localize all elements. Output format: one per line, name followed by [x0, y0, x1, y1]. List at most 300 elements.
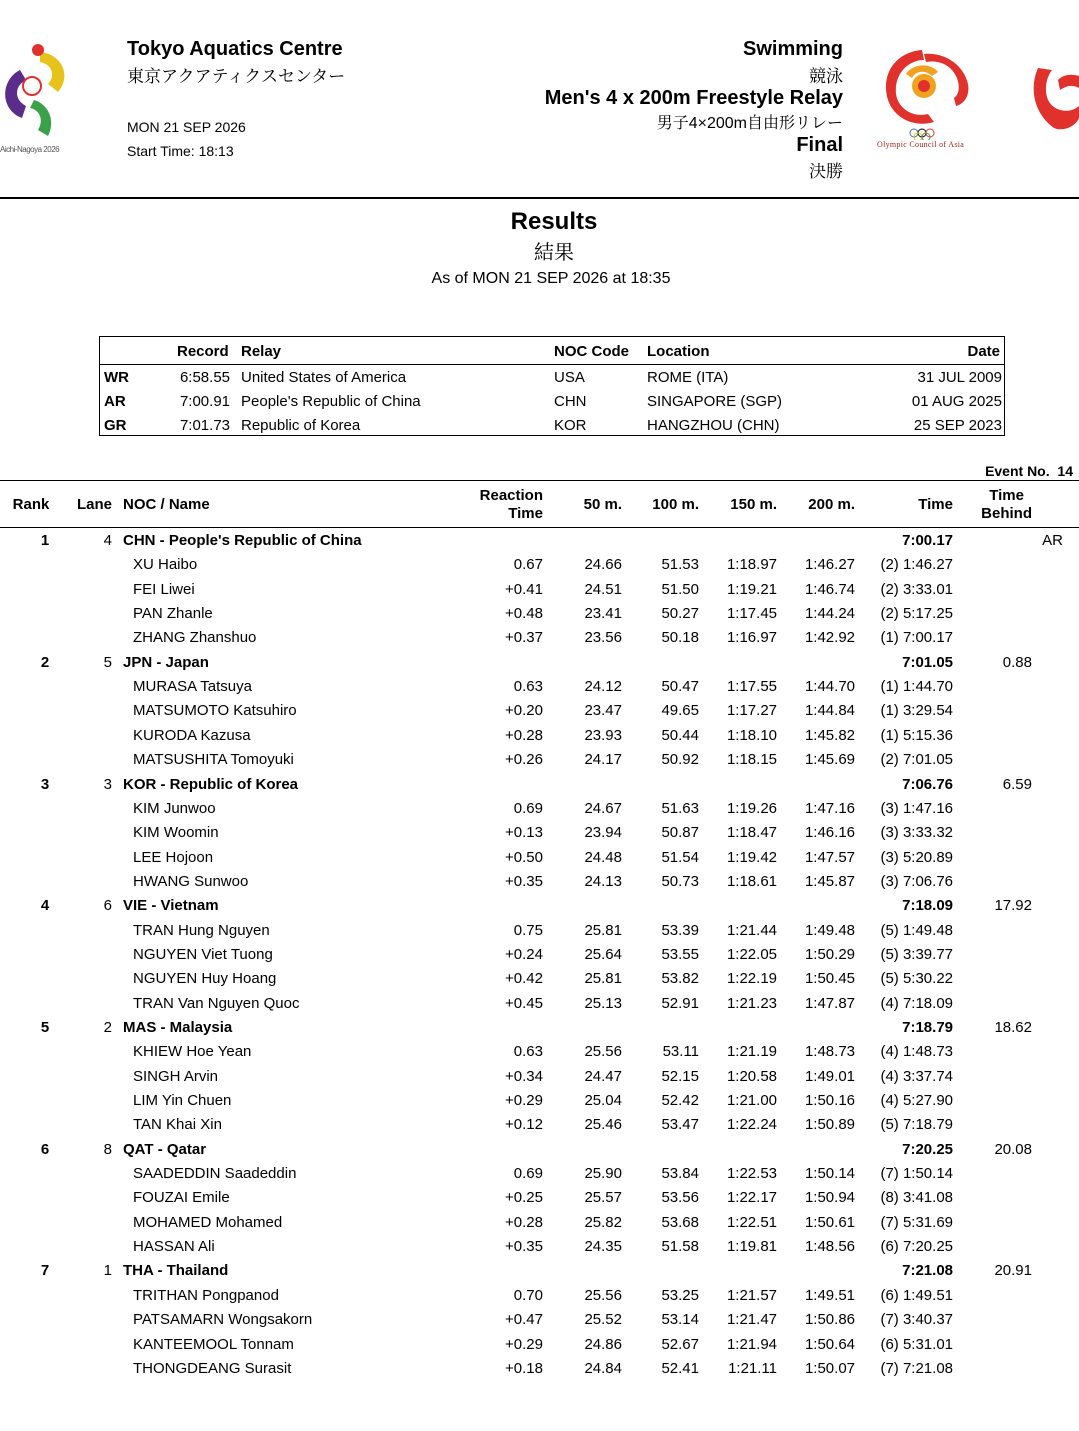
- athlete-reaction-time: +0.28: [505, 1214, 543, 1231]
- athlete-reaction-time: +0.24: [505, 946, 543, 963]
- athlete-split-200: 1:50.07: [804, 1360, 855, 1377]
- col-time-behind-line1: Time: [989, 487, 1024, 504]
- athlete-row: [0, 1287, 1079, 1311]
- athlete-split-200: 1:47.16: [804, 800, 855, 817]
- athlete-reaction-time: +0.29: [505, 1092, 543, 1109]
- athlete-cumulative-time: (7) 3:40.37: [880, 1311, 953, 1328]
- team-name: KOR - Republic of Korea: [123, 776, 299, 793]
- team-time: 7:18.79: [902, 1019, 953, 1036]
- team-time: 7:00.17: [902, 532, 953, 549]
- athlete-row: [0, 1165, 1079, 1189]
- col-time: Time: [918, 496, 953, 513]
- venue-name: Tokyo Aquatics Centre: [127, 38, 343, 60]
- athlete-row: [0, 581, 1079, 605]
- team-time: 7:20.25: [902, 1141, 953, 1158]
- athlete-split-100: 51.50: [661, 581, 699, 598]
- athlete-split-100: 53.47: [661, 1116, 699, 1133]
- athlete-reaction-time: +0.35: [505, 1238, 543, 1255]
- athlete-cumulative-time: (2) 3:33.01: [880, 581, 953, 598]
- athlete-reaction-time: +0.13: [505, 824, 543, 841]
- event-name: Men's 4 x 200m Freestyle Relay: [544, 87, 843, 109]
- athlete-split-100: 50.92: [661, 751, 699, 768]
- athlete-split-200: 1:44.84: [804, 702, 855, 719]
- athlete-split-200: 1:50.45: [804, 970, 855, 987]
- athlete-cumulative-time: (6) 5:31.01: [880, 1336, 953, 1353]
- phase-name: Final: [796, 134, 843, 156]
- athlete-split-100: 52.41: [661, 1360, 699, 1377]
- col-100m: 100 m.: [652, 496, 699, 513]
- athlete-cumulative-time: (3) 7:06.76: [880, 873, 953, 890]
- athlete-row: [0, 727, 1079, 751]
- athlete-split-100: 52.15: [661, 1068, 699, 1085]
- team-name: JPN - Japan: [123, 654, 209, 671]
- record-time: 7:01.73: [179, 417, 230, 434]
- records-header-location: Location: [647, 343, 710, 360]
- athlete-reaction-time: 0.75: [513, 922, 543, 939]
- athlete-split-200: 1:50.89: [804, 1116, 855, 1133]
- team-lane: 5: [103, 654, 112, 671]
- team-time-behind: 0.88: [1002, 654, 1032, 671]
- athlete-split-50: 24.48: [584, 849, 622, 866]
- athlete-split-100: 51.63: [661, 800, 699, 817]
- athlete-row: [0, 946, 1079, 970]
- team-row: [0, 1141, 1079, 1165]
- athlete-split-50: 23.47: [584, 702, 622, 719]
- athlete-name: XU Haibo: [133, 556, 198, 573]
- athlete-split-50: 25.46: [584, 1116, 622, 1133]
- athlete-split-150: 1:21.47: [726, 1311, 777, 1328]
- athlete-split-50: 25.81: [584, 922, 622, 939]
- athlete-cumulative-time: (4) 3:37.74: [880, 1068, 953, 1085]
- col-200m: 200 m.: [808, 496, 855, 513]
- athlete-split-150: 1:19.81: [726, 1238, 777, 1255]
- record-row: [100, 369, 1004, 393]
- athlete-row: [0, 1336, 1079, 1360]
- event-number-label: Event No.: [985, 463, 1050, 479]
- team-time: 7:06.76: [902, 776, 953, 793]
- col-time-behind: [981, 487, 1032, 523]
- team-record-badge: AR: [1042, 532, 1063, 549]
- athlete-name: HWANG Sunwoo: [133, 873, 249, 890]
- athlete-split-100: 52.42: [661, 1092, 699, 1109]
- phase-name-jp: 決勝: [809, 162, 843, 181]
- athlete-split-200: 1:47.87: [804, 995, 855, 1012]
- athlete-row: [0, 1311, 1079, 1335]
- record-location: SINGAPORE (SGP): [647, 393, 783, 410]
- athlete-split-50: 24.84: [584, 1360, 622, 1377]
- athlete-split-200: 1:50.29: [804, 946, 855, 963]
- athlete-split-150: 1:18.47: [726, 824, 777, 841]
- athlete-split-50: 25.57: [584, 1189, 622, 1206]
- athlete-reaction-time: +0.50: [505, 849, 543, 866]
- team-row: [0, 532, 1079, 556]
- athlete-split-150: 1:21.19: [726, 1043, 777, 1060]
- event-date: MON 21 SEP 2026: [127, 119, 246, 135]
- athlete-split-150: 1:22.05: [726, 946, 777, 963]
- athlete-name: SAADEDDIN Saadeddin: [133, 1165, 297, 1182]
- athlete-split-100: 50.27: [661, 605, 699, 622]
- record-relay: United States of America: [241, 369, 407, 386]
- team-lane: 4: [103, 532, 112, 549]
- team-lane: 3: [103, 776, 112, 793]
- athlete-reaction-time: 0.63: [513, 678, 543, 695]
- results-title: Results: [510, 208, 598, 235]
- record-row: [100, 417, 1004, 441]
- team-name: THA - Thailand: [123, 1262, 229, 1279]
- record-date: 31 JUL 2009: [917, 369, 1002, 386]
- athlete-cumulative-time: (6) 1:49.51: [880, 1287, 953, 1304]
- athlete-split-150: 1:21.00: [726, 1092, 777, 1109]
- team-time-behind: 6.59: [1002, 776, 1032, 793]
- athlete-split-150: 1:22.19: [726, 970, 777, 987]
- athlete-reaction-time: 0.69: [513, 1165, 543, 1182]
- records-header-date: Date: [967, 343, 1000, 360]
- athlete-reaction-time: 0.67: [513, 556, 543, 573]
- athlete-split-150: 1:22.24: [726, 1116, 777, 1133]
- athlete-name: LEE Hojoon: [133, 849, 214, 866]
- athlete-split-100: 53.82: [661, 970, 699, 987]
- athlete-cumulative-time: (3) 5:20.89: [880, 849, 953, 866]
- athlete-split-150: 1:22.51: [726, 1214, 777, 1231]
- athlete-row: [0, 1238, 1079, 1262]
- athlete-name: MOHAMED Mohamed: [133, 1214, 283, 1231]
- athlete-cumulative-time: (5) 3:39.77: [880, 946, 953, 963]
- athlete-cumulative-time: (2) 5:17.25: [880, 605, 953, 622]
- team-row: [0, 1262, 1079, 1286]
- record-time: 6:58.55: [179, 369, 230, 386]
- team-time: 7:18.09: [902, 897, 953, 914]
- athlete-split-100: 53.25: [661, 1287, 699, 1304]
- athlete-split-200: 1:49.51: [804, 1287, 855, 1304]
- athlete-split-50: 24.13: [584, 873, 622, 890]
- athlete-split-50: 24.86: [584, 1336, 622, 1353]
- team-rank: 6: [40, 1141, 50, 1158]
- athlete-split-50: 24.51: [584, 581, 622, 598]
- athlete-reaction-time: +0.18: [505, 1360, 543, 1377]
- athlete-name: FEI Liwei: [133, 581, 195, 598]
- athlete-split-100: 49.65: [661, 702, 699, 719]
- athlete-row: [0, 1043, 1079, 1067]
- athlete-split-200: 1:48.73: [804, 1043, 855, 1060]
- athlete-split-100: 52.67: [661, 1336, 699, 1353]
- athlete-split-150: 1:21.94: [726, 1336, 777, 1353]
- record-type: AR: [104, 393, 126, 410]
- header-divider: [0, 197, 1079, 199]
- athlete-cumulative-time: (1) 5:15.36: [880, 727, 953, 744]
- athlete-row: [0, 751, 1079, 775]
- athlete-split-50: 25.82: [584, 1214, 622, 1231]
- athlete-name: PATSAMARN Wongsakorn: [133, 1311, 313, 1328]
- athlete-cumulative-time: (7) 5:31.69: [880, 1214, 953, 1231]
- athlete-reaction-time: +0.42: [505, 970, 543, 987]
- athlete-reaction-time: +0.25: [505, 1189, 543, 1206]
- athlete-split-50: 23.41: [584, 605, 622, 622]
- athlete-row: [0, 873, 1079, 897]
- athlete-split-200: 1:50.61: [804, 1214, 855, 1231]
- athlete-reaction-time: +0.28: [505, 727, 543, 744]
- athlete-split-100: 50.87: [661, 824, 699, 841]
- col-reaction-line1: Reaction: [479, 487, 543, 504]
- records-table: [99, 336, 1005, 436]
- athlete-name: KIM Woomin: [133, 824, 219, 841]
- athlete-split-100: 53.55: [661, 946, 699, 963]
- athlete-split-150: 1:19.42: [726, 849, 777, 866]
- athlete-reaction-time: +0.45: [505, 995, 543, 1012]
- team-rank: 1: [40, 532, 50, 549]
- athlete-split-50: 23.56: [584, 629, 622, 646]
- athlete-cumulative-time: (4) 5:27.90: [880, 1092, 953, 1109]
- athlete-split-50: 24.35: [584, 1238, 622, 1255]
- team-rank: 7: [40, 1262, 50, 1279]
- athlete-split-150: 1:22.53: [726, 1165, 777, 1182]
- athlete-cumulative-time: (5) 7:18.79: [880, 1116, 953, 1133]
- team-rank: 5: [40, 1019, 50, 1036]
- athlete-reaction-time: +0.47: [505, 1311, 543, 1328]
- col-lane: Lane: [77, 496, 113, 513]
- col-noc-name: NOC / Name: [123, 496, 210, 513]
- record-relay: Republic of Korea: [241, 417, 361, 434]
- sport-name-jp: 競泳: [809, 67, 843, 86]
- athlete-row: [0, 1189, 1079, 1213]
- athlete-split-200: 1:48.56: [804, 1238, 855, 1255]
- athlete-reaction-time: +0.35: [505, 873, 543, 890]
- athlete-name: KANTEEMOOL Tonnam: [133, 1336, 294, 1353]
- team-name: QAT - Qatar: [123, 1141, 207, 1158]
- athlete-reaction-time: +0.48: [505, 605, 543, 622]
- athlete-name: MATSUSHITA Tomoyuki: [133, 751, 294, 768]
- athlete-name: TRITHAN Pongpanod: [133, 1287, 279, 1304]
- start-time: Start Time: 18:13: [127, 143, 234, 159]
- athlete-split-200: 1:44.70: [804, 678, 855, 695]
- athlete-row: [0, 1360, 1079, 1384]
- team-lane: 6: [103, 897, 112, 914]
- athlete-row: [0, 1092, 1079, 1116]
- team-rank: 3: [40, 776, 50, 793]
- athlete-reaction-time: +0.34: [505, 1068, 543, 1085]
- athlete-row: [0, 1068, 1079, 1092]
- athlete-split-50: 25.81: [584, 970, 622, 987]
- athlete-split-100: 53.56: [661, 1189, 699, 1206]
- athlete-name: LIM Yin Chuen: [133, 1092, 232, 1109]
- col-rank: Rank: [12, 496, 50, 513]
- record-noc: CHN: [554, 393, 587, 410]
- team-time-behind: 17.92: [994, 897, 1032, 914]
- team-lane: 1: [103, 1262, 112, 1279]
- athlete-name: KURODA Kazusa: [133, 727, 251, 744]
- athlete-split-50: 24.67: [584, 800, 622, 817]
- athlete-split-200: 1:50.16: [804, 1092, 855, 1109]
- athlete-split-150: 1:22.17: [726, 1189, 777, 1206]
- athlete-reaction-time: 0.63: [513, 1043, 543, 1060]
- athlete-split-100: 52.91: [661, 995, 699, 1012]
- athlete-reaction-time: +0.37: [505, 629, 543, 646]
- athlete-name: TRAN Hung Nguyen: [133, 922, 270, 939]
- athlete-cumulative-time: (5) 5:30.22: [880, 970, 953, 987]
- athlete-split-150: 1:18.15: [726, 751, 777, 768]
- col-reaction-line2: Time: [508, 505, 543, 522]
- athlete-cumulative-time: (3) 3:33.32: [880, 824, 953, 841]
- athlete-split-100: 51.54: [661, 849, 699, 866]
- athlete-split-50: 24.66: [584, 556, 622, 573]
- record-row: [100, 393, 1004, 417]
- athlete-reaction-time: +0.20: [505, 702, 543, 719]
- athlete-split-150: 1:21.11: [728, 1360, 777, 1377]
- athlete-row: [0, 629, 1079, 653]
- team-lane: 8: [103, 1141, 112, 1158]
- athlete-split-100: 53.84: [661, 1165, 699, 1182]
- athlete-split-100: 53.14: [661, 1311, 699, 1328]
- col-50m: 50 m.: [583, 496, 622, 513]
- team-row: [0, 897, 1079, 921]
- as-of-timestamp: As of MON 21 SEP 2026 at 18:35: [431, 270, 671, 287]
- athlete-split-50: 25.90: [584, 1165, 622, 1182]
- records-header-divider: [100, 364, 1004, 365]
- athlete-cumulative-time: (2) 7:01.05: [880, 751, 953, 768]
- oca-logo-caption: Olympic Council of Asia: [877, 140, 965, 149]
- athlete-reaction-time: +0.29: [505, 1336, 543, 1353]
- athlete-split-200: 1:47.57: [804, 849, 855, 866]
- records-header-record: Record: [177, 343, 229, 360]
- records-header-relay: Relay: [241, 343, 282, 360]
- athlete-reaction-time: 0.69: [513, 800, 543, 817]
- athlete-split-150: 1:21.44: [726, 922, 777, 939]
- athlete-split-150: 1:19.26: [726, 800, 777, 817]
- record-location: HANGZHOU (CHN): [647, 417, 780, 434]
- athlete-split-200: 1:50.64: [804, 1336, 855, 1353]
- athlete-cumulative-time: (2) 1:46.27: [880, 556, 953, 573]
- record-type: WR: [104, 369, 129, 386]
- athlete-split-200: 1:50.94: [804, 1189, 855, 1206]
- col-reaction: [480, 487, 543, 523]
- event-number: [985, 463, 1073, 479]
- games-logo-caption: Aichi-Nagoya 2026: [0, 145, 60, 154]
- record-time: 7:00.91: [179, 393, 230, 410]
- col-time-behind-line2: Behind: [981, 505, 1032, 522]
- athlete-split-100: 51.53: [661, 556, 699, 573]
- athlete-split-150: 1:21.57: [726, 1287, 777, 1304]
- athlete-name: NGUYEN Viet Tuong: [133, 946, 273, 963]
- athlete-split-200: 1:45.69: [804, 751, 855, 768]
- athlete-row: [0, 824, 1079, 848]
- athlete-name: TAN Khai Xin: [133, 1116, 222, 1133]
- athlete-split-50: 24.17: [584, 751, 622, 768]
- athlete-name: KIM Junwoo: [133, 800, 216, 817]
- athlete-row: [0, 556, 1079, 580]
- athlete-row: [0, 1116, 1079, 1140]
- athlete-name: HASSAN Ali: [133, 1238, 215, 1255]
- athlete-name: MATSUMOTO Katsuhiro: [133, 702, 297, 719]
- athlete-split-100: 53.68: [661, 1214, 699, 1231]
- athlete-row: [0, 702, 1079, 726]
- athlete-cumulative-time: (4) 7:18.09: [880, 995, 953, 1012]
- venue-name-jp: 東京アクアティクスセンター: [127, 67, 346, 86]
- team-row: [0, 1019, 1079, 1043]
- athlete-split-200: 1:46.27: [804, 556, 855, 573]
- record-type: GR: [104, 417, 127, 434]
- record-date: 25 SEP 2023: [913, 417, 1002, 434]
- athlete-split-200: 1:42.92: [804, 629, 855, 646]
- team-rank: 4: [40, 897, 50, 914]
- athlete-cumulative-time: (1) 7:00.17: [880, 629, 953, 646]
- results-table-top-rule: [0, 480, 1079, 481]
- athlete-name: MURASA Tatsuya: [133, 678, 252, 695]
- athlete-split-50: 25.56: [584, 1287, 622, 1304]
- athlete-split-150: 1:19.21: [726, 581, 777, 598]
- athlete-row: [0, 995, 1079, 1019]
- athlete-split-150: 1:17.27: [726, 702, 777, 719]
- athlete-split-200: 1:45.82: [804, 727, 855, 744]
- athlete-split-150: 1:18.61: [726, 873, 777, 890]
- athlete-split-150: 1:20.58: [726, 1068, 777, 1085]
- results-table-header-rule: [0, 527, 1079, 528]
- team-lane: 2: [103, 1019, 112, 1036]
- athlete-split-50: 23.94: [584, 824, 622, 841]
- record-location: ROME (ITA): [647, 369, 729, 386]
- athlete-split-100: 50.47: [661, 678, 699, 695]
- athlete-split-200: 1:49.48: [804, 922, 855, 939]
- athlete-split-100: 51.58: [661, 1238, 699, 1255]
- athlete-cumulative-time: (3) 1:47.16: [880, 800, 953, 817]
- athlete-cumulative-time: (4) 1:48.73: [880, 1043, 953, 1060]
- athlete-row: [0, 970, 1079, 994]
- records-header-noc: NOC Code: [554, 343, 629, 360]
- athlete-name: FOUZAI Emile: [133, 1189, 230, 1206]
- athlete-split-200: 1:50.86: [804, 1311, 855, 1328]
- athlete-cumulative-time: (7) 1:50.14: [880, 1165, 953, 1182]
- athlete-split-100: 50.44: [661, 727, 699, 744]
- athlete-split-50: 25.13: [584, 995, 622, 1012]
- athlete-split-50: 24.12: [584, 678, 622, 695]
- athlete-row: [0, 678, 1079, 702]
- sponsor-logo: [1030, 66, 1079, 132]
- record-noc: KOR: [554, 417, 587, 434]
- athlete-split-200: 1:45.87: [804, 873, 855, 890]
- team-time: 7:01.05: [902, 654, 953, 671]
- athlete-reaction-time: +0.41: [505, 581, 543, 598]
- athlete-split-150: 1:16.97: [726, 629, 777, 646]
- athlete-split-150: 1:17.55: [726, 678, 777, 695]
- athlete-split-50: 24.47: [584, 1068, 622, 1085]
- team-time-behind: 20.08: [994, 1141, 1032, 1158]
- team-time-behind: 20.91: [994, 1262, 1032, 1279]
- athlete-name: TRAN Van Nguyen Quoc: [133, 995, 300, 1012]
- athlete-split-200: 1:46.74: [804, 581, 855, 598]
- athlete-reaction-time: +0.12: [505, 1116, 543, 1133]
- athlete-split-100: 53.39: [661, 922, 699, 939]
- team-rank: 2: [40, 654, 50, 671]
- results-title-jp: 結果: [534, 242, 574, 264]
- team-name: CHN - People's Republic of China: [123, 532, 362, 549]
- athlete-split-100: 53.11: [662, 1043, 699, 1060]
- athlete-split-150: 1:21.23: [726, 995, 777, 1012]
- athlete-split-200: 1:44.24: [804, 605, 855, 622]
- athlete-name: THONGDEANG Surasit: [133, 1360, 292, 1377]
- athlete-split-100: 50.73: [661, 873, 699, 890]
- athlete-name: PAN Zhanle: [133, 605, 213, 622]
- athlete-split-50: 25.56: [584, 1043, 622, 1060]
- athlete-row: [0, 605, 1079, 629]
- event-number-value: 14: [1057, 463, 1073, 479]
- athlete-split-200: 1:46.16: [804, 824, 855, 841]
- athlete-reaction-time: 0.70: [513, 1287, 543, 1304]
- athlete-cumulative-time: (5) 1:49.48: [880, 922, 953, 939]
- team-row: [0, 654, 1079, 678]
- event-name-jp: 男子4×200m自由形リレー: [656, 115, 843, 132]
- athlete-split-150: 1:18.10: [726, 727, 777, 744]
- athlete-split-200: 1:49.01: [804, 1068, 855, 1085]
- athlete-split-50: 25.04: [584, 1092, 622, 1109]
- record-relay: People's Republic of China: [241, 393, 421, 410]
